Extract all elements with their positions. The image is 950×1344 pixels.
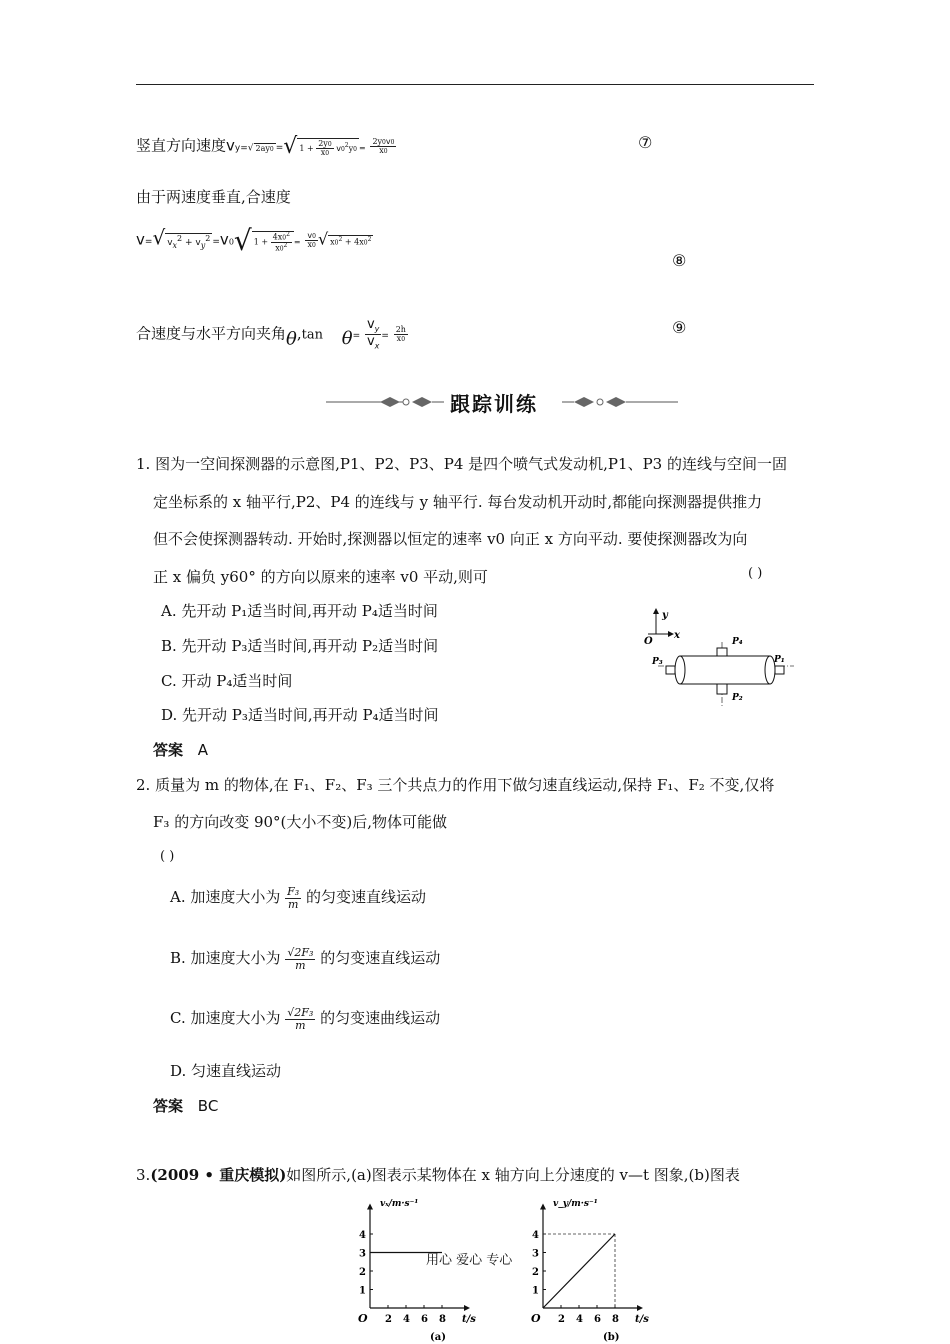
frac-2h-x0 — [394, 326, 408, 344]
sub-zero-10: 0 — [282, 234, 287, 242]
frac-vy-vx — [365, 318, 381, 351]
num-v0: v — [307, 230, 313, 240]
sqrt-x0-4x0 — [328, 235, 373, 247]
vertical-speed-label: 竖直方向速度 — [136, 136, 227, 155]
vx-square: 2 — [177, 233, 183, 243]
banner-diamond-right-1 — [574, 397, 594, 407]
q2-b-fraction — [285, 947, 315, 971]
sub-zero-11: 0 — [279, 245, 284, 253]
rhs-den: x — [379, 146, 384, 155]
q2-a-den: m — [287, 897, 299, 911]
probe-diagram — [636, 606, 802, 712]
q2-line-1: 2. 质量为 m 的物体,在 F₁、F₂、F₃ 三个共点力的作用下做匀速直线运动,保持 F₁、F₂ 不变,仅将 — [136, 776, 775, 794]
q2-option-b[interactable] — [170, 947, 440, 971]
q2-a-fraction — [285, 886, 301, 910]
q2-answer-value: BC — [197, 1097, 219, 1115]
q3-line-1 — [136, 1164, 740, 1185]
equation-8: v=√ $v_x^2 + v_y^2 =v0√$ 1 + $\frac{4x0^2}{x0^2}$ = $\frac{v0}{x0}$ √ $x0^2 + 4x0^2$ — [136, 224, 372, 257]
q1-answer-label: 答案 — [153, 741, 184, 759]
sub-zero-13: 0 — [312, 242, 316, 249]
plus-sign: + — [185, 237, 193, 248]
v0-8: v — [219, 230, 229, 249]
diagram-y-label: y — [662, 610, 668, 621]
sqrt-vx-vy — [165, 233, 212, 250]
sub-zero-8: 0 — [383, 148, 388, 155]
label-p2: P₂ — [732, 693, 743, 703]
q1-answer — [153, 739, 208, 760]
vy-square: 2 — [205, 233, 211, 243]
sub-zero-5: 0 — [353, 145, 357, 153]
y-axis-arrow — [367, 1204, 373, 1210]
x-tick-label: 4 — [403, 1314, 410, 1325]
chart-b — [531, 1199, 649, 1343]
q2-answer-label: 答案 — [153, 1097, 184, 1115]
header-rule — [136, 84, 814, 85]
chart-caption: (b) — [603, 1332, 620, 1343]
q2-c-fraction — [285, 1007, 315, 1031]
angle-text: 合速度与水平方向夹角 — [136, 324, 287, 343]
comma: , — [296, 324, 302, 343]
q1-option-c[interactable]: C. 开动 P₄适当时间 — [161, 672, 293, 690]
watermark: 用心 爱心 专心 — [426, 1253, 513, 1268]
equation-mark-8: ⑧ — [672, 251, 687, 270]
q2-a-prefix: A. 加速度大小为 — [170, 888, 281, 907]
q2-c-prefix: C. 加速度大小为 — [170, 1009, 281, 1028]
diagram-origin: O — [644, 636, 653, 647]
q1-answer-value: A — [197, 741, 209, 759]
equation-9 — [136, 318, 408, 351]
label-p3: P₃ — [652, 657, 663, 667]
x-tick-label: 6 — [421, 1314, 428, 1325]
frac-vy: v — [366, 317, 375, 332]
eq9-equals-1: = — [352, 331, 361, 342]
q2-c-den: m — [295, 1018, 306, 1032]
q1-line-2: 定坐标系的 x 轴平行,P2、P4 的连线与 y 轴平行. 每台发动机开动时,都能向探测器提供推力 — [153, 493, 763, 511]
sq-4x0-2: 2 — [367, 235, 372, 243]
vy-symbol: v — [226, 136, 235, 155]
q1-bracket: ( ) — [748, 566, 763, 581]
plus-4x0: + 4x — [344, 237, 364, 247]
frac-rhs-7 — [370, 138, 396, 156]
x-tick-label: 6 — [594, 1314, 601, 1325]
equals-sign-2: = — [275, 143, 284, 154]
sq-4x0: 2 — [286, 230, 290, 238]
den-x0-9: x — [396, 333, 402, 343]
q2-answer — [153, 1095, 218, 1116]
sqrt-2ay0 — [254, 143, 276, 153]
q2-c-suffix: 的匀变速曲线运动 — [320, 1009, 441, 1028]
x-axis-arrow — [464, 1305, 470, 1311]
banner-diamond-left-1 — [380, 397, 400, 407]
vx-symbol: v — [167, 237, 173, 248]
den-x0-b: x — [307, 240, 313, 249]
v-symbol: v — [136, 230, 145, 249]
sub-zero-15: 0 — [363, 239, 368, 247]
section-banner — [326, 388, 678, 416]
origin-label: O — [531, 1312, 541, 1325]
y-tick-label: 3 — [359, 1248, 366, 1260]
eq8-equals-3: = — [293, 237, 301, 247]
x-tick-label: 2 — [558, 1314, 565, 1325]
den-x0: x — [320, 148, 326, 157]
theta-2: θ — [341, 328, 353, 350]
q1-option-a[interactable]: A. 先开动 P₁适当时间,再开动 P₄适当时间 — [161, 602, 438, 620]
q3-charts — [340, 1192, 680, 1344]
sub-zero-4: 0 — [340, 145, 345, 153]
vx-sub: x — [172, 240, 178, 250]
equals-sign: = — [240, 143, 248, 154]
frac-vx: v — [366, 333, 375, 349]
q2-option-d[interactable]: D. 匀速直线运动 — [170, 1062, 282, 1080]
y-tick-label: 2 — [359, 1267, 366, 1278]
num-2h: 2h — [395, 324, 406, 334]
v0-symbol: v — [336, 143, 341, 153]
eq8-equals-1: = — [144, 237, 153, 248]
y-tick-label: 1 — [532, 1285, 539, 1297]
eq8-equals-2: = — [212, 237, 220, 248]
den-x0-8: x — [275, 243, 280, 253]
y-tick-label: 3 — [532, 1248, 539, 1260]
q2-option-a[interactable] — [170, 886, 426, 910]
perpendicular-text: 由于两速度垂直,合速度 — [136, 188, 291, 206]
y-tick-label: 1 — [359, 1285, 366, 1297]
q1-line-3: 但不会使探测器转动. 开始时,探测器以恒定的速率 v0 向正 x 方向平动. 要使探测器改为向 — [153, 530, 748, 548]
engine-p3 — [666, 666, 675, 674]
equals-sign-3: = — [358, 143, 366, 153]
y0-symbol: y — [348, 143, 354, 153]
frac-vy-sub: y — [374, 324, 380, 334]
q2-bracket: ( ) — [160, 849, 175, 864]
equation-mark-9: ⑨ — [672, 318, 687, 337]
sq-x0-2: 2 — [338, 235, 343, 243]
sub-zero-7: 0 — [390, 138, 395, 146]
banner-dot-right — [597, 399, 603, 405]
sub-zero-14: 0 — [334, 239, 339, 247]
sqrt-1-plus — [252, 231, 294, 253]
probe-left-end — [675, 656, 685, 684]
vy-symbol-8: v — [195, 237, 201, 248]
vy-subscript: y — [234, 143, 241, 154]
x-tick-label: 8 — [612, 1314, 619, 1325]
y-axis-label: vₓ/m·s⁻¹ — [380, 1199, 419, 1209]
y-tick-label: 2 — [532, 1267, 539, 1278]
rhs-num: 2y — [372, 136, 383, 146]
sub-zero-12: 0 — [312, 232, 316, 240]
square: 2 — [344, 141, 349, 149]
tan-label: tan — [301, 327, 323, 343]
sq-x0: 2 — [283, 242, 288, 249]
q2-option-c[interactable] — [170, 1007, 440, 1031]
equation-mark-7: ⑦ — [638, 133, 653, 152]
frac-2y0-x0 — [316, 140, 333, 158]
series-line-vy — [543, 1234, 615, 1308]
q3-source: (2009 • 重庆模拟) — [150, 1166, 287, 1184]
rhs-v0: v — [385, 136, 391, 146]
y-axis-arrow — [540, 1204, 546, 1210]
banner-dot-left — [403, 399, 409, 405]
engine-p2 — [717, 684, 727, 694]
banner-diamond-right-2 — [606, 397, 626, 407]
diagram-x-label: x — [674, 630, 680, 641]
y-tick-label: 4 — [532, 1230, 539, 1241]
eq9-equals-2: = — [381, 331, 389, 342]
label-p1: P₁ — [774, 655, 785, 665]
sub-zero: 0 — [269, 145, 274, 153]
q1-option-b[interactable]: B. 先开动 P₃适当时间,再开动 P₂适当时间 — [161, 637, 439, 655]
q2-c-num: √2F₃ — [287, 1006, 314, 1019]
q2-a-num: F₃ — [287, 885, 300, 898]
q2-line-2: F₃ 的方向改变 90°(大小不变)后,物体可能做 — [153, 813, 448, 831]
section-title: 跟踪训练 — [450, 392, 538, 416]
x-tick-label: 2 — [385, 1314, 392, 1325]
engine-p4 — [717, 648, 727, 656]
q1-line-1: 1. 图为一空间探测器的示意图,P1、P2、P3、P4 是四个喷气式发动机,P1、P3 的连线与空间一固 — [136, 455, 787, 473]
q3-number: 3. — [136, 1166, 151, 1184]
x0-term: x — [330, 237, 335, 247]
one-plus-8: 1 + — [253, 237, 269, 247]
x-axis-label: t/s — [462, 1314, 476, 1325]
frac-4x0-x0 — [271, 232, 292, 253]
diagram-y-arrow — [653, 608, 659, 614]
equation-7: 竖直方向速度vy=√ 2ay0 =√ 1 + $\frac{2y0}{x0}$ $v0^2y0$ = $\frac{2y0v0}{x0}$ — [136, 134, 395, 159]
frac-vx-sub: x — [374, 341, 380, 351]
q1-line-4: 正 x 偏负 y60° 的方向以原来的速率 v0 平动,则可 — [153, 568, 488, 586]
sub-zero-2: 0 — [327, 140, 332, 148]
chart-caption: (a) — [430, 1332, 446, 1343]
one-plus-text: 1 + — [299, 143, 314, 153]
y-axis-label: v_y/m·s⁻¹ — [553, 1199, 598, 1209]
q2-b-den: m — [295, 958, 306, 972]
num-4x0: 4x — [272, 232, 283, 242]
sqrt-2ay-text: 2ay — [255, 143, 270, 153]
origin-label: O — [358, 1312, 368, 1325]
q2-b-prefix: B. 加速度大小为 — [170, 949, 281, 968]
banner-diamond-left-2 — [412, 397, 432, 407]
theta-1: θ — [286, 328, 297, 350]
x-axis-arrow — [637, 1305, 643, 1311]
x-axis-label: t/s — [635, 1314, 649, 1325]
y-tick-label: 4 — [359, 1230, 366, 1241]
q3-text: 如图所示,(a)图表示某物体在 x 轴方向上分速度的 v—t 图象,(b)图表 — [286, 1166, 740, 1184]
num-2y0: 2y — [318, 138, 328, 148]
sub-zero-3: 0 — [325, 150, 330, 157]
sub-zero-9: 0 — [228, 237, 234, 247]
sub-zero-16: 0 — [401, 335, 406, 343]
q2-b-num: √2F₃ — [287, 946, 314, 959]
engine-p1 — [775, 666, 784, 674]
vy-sub-8: y — [200, 240, 206, 250]
x-tick-label: 4 — [576, 1314, 583, 1325]
sqrt-big-7 — [297, 138, 359, 158]
sub-zero-6: 0 — [382, 138, 386, 146]
probe-body — [680, 656, 770, 684]
label-p4: P₄ — [732, 637, 743, 647]
q1-option-d[interactable]: D. 先开动 P₃适当时间,再开动 P₄适当时间 — [161, 706, 439, 724]
q2-b-suffix: 的匀变速直线运动 — [320, 949, 441, 968]
frac-v0-x0 — [305, 232, 318, 250]
chart-a — [358, 1199, 476, 1343]
x-tick-label: 8 — [439, 1314, 446, 1325]
q2-a-suffix: 的匀变速直线运动 — [305, 888, 426, 907]
